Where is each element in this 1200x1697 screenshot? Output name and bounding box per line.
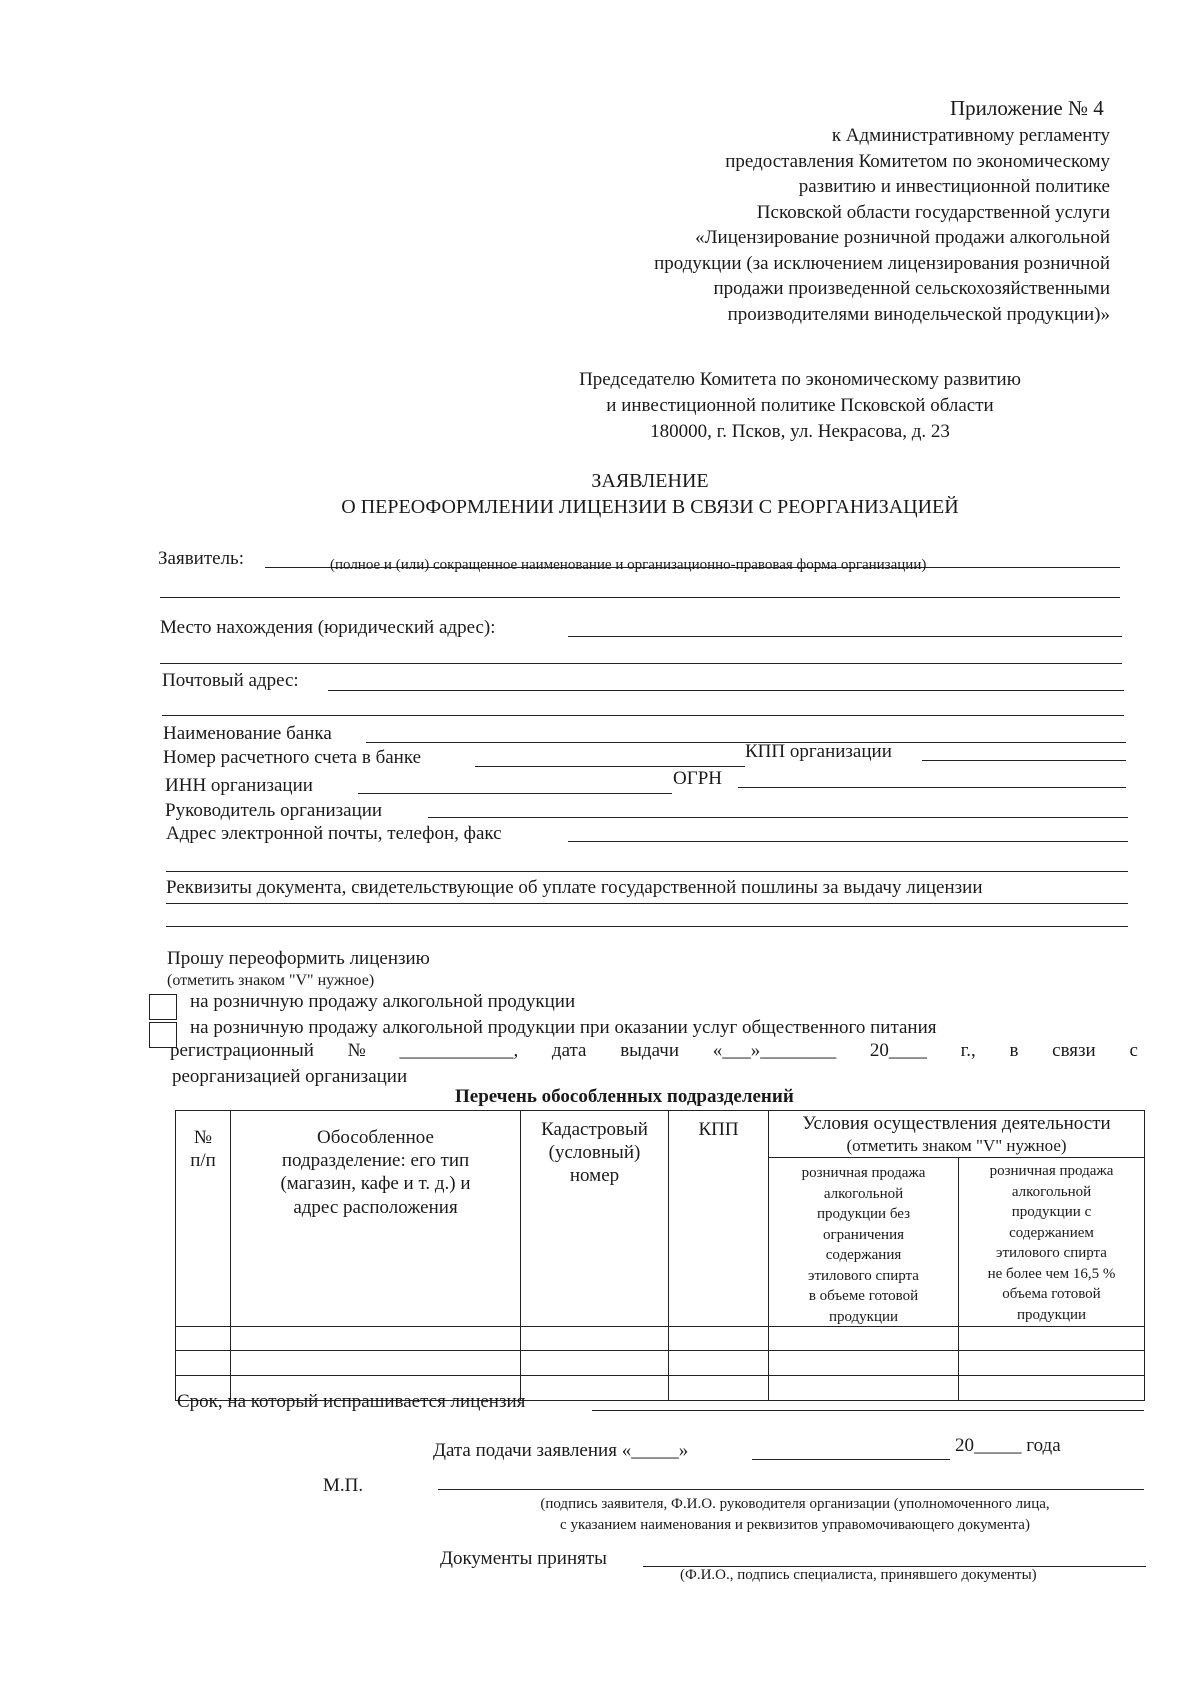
header-line: объема готовой	[1002, 1286, 1101, 1302]
header-line: алкогольной	[823, 1185, 904, 1202]
col-number-header	[176, 1126, 230, 1172]
col-conditions-hint: (отметить знаком "V" нужное)	[846, 1136, 1067, 1155]
header-line: содержанием	[1009, 1224, 1094, 1241]
kpp-input[interactable]	[922, 760, 1126, 761]
request-label: Прошу переоформить лицензию	[167, 948, 430, 969]
request-hint: (отметить знаком "V" нужное)	[167, 972, 375, 989]
addressee-line: 180000, г. Псков, ул. Некрасова, д. 23	[650, 421, 950, 442]
option-retail-label: на розничную продажу алкогольной продукции	[190, 991, 576, 1012]
header-line: (условный)	[548, 1142, 641, 1164]
contacts-input[interactable]	[568, 841, 1128, 842]
legal-address-label: Место нахождения (юридический адрес):	[160, 617, 496, 638]
regulation-line: развитию и инвестиционной политике	[798, 176, 1110, 197]
reg-date-input[interactable]: «___»________	[712, 1040, 837, 1061]
header-line: №	[193, 1127, 213, 1148]
header-line: номер	[569, 1165, 620, 1187]
header-line: розничная продажа	[989, 1163, 1114, 1179]
title-line: О ПЕРЕОФОРМЛЕНИИ ЛИЦЕНЗИИ В СВЯЗИ С РЕОРГАНИЗАЦИЕЙ	[341, 496, 959, 518]
regulation-line: к Административному регламенту	[831, 125, 1110, 146]
reg-year-input[interactable]: 20____	[869, 1040, 927, 1061]
postal-address-input-line2[interactable]	[162, 715, 1124, 716]
reg-word: дата	[551, 1040, 587, 1061]
header-line: продукции	[828, 1308, 899, 1325]
header-line: ограничения	[822, 1226, 905, 1243]
contacts-input-line2[interactable]	[166, 871, 1128, 872]
inn-label: ИНН организации	[165, 775, 313, 796]
table-caption: Перечень обособленных подразделений	[455, 1086, 794, 1107]
header-line: продукции с	[1011, 1204, 1092, 1220]
header-line: Кадастровый	[541, 1119, 648, 1140]
table-row[interactable]	[176, 1351, 1144, 1375]
header-line: п/п	[190, 1150, 216, 1172]
header-line: этилового спирта	[808, 1267, 919, 1284]
header-line: продукции	[1016, 1306, 1087, 1323]
postal-address-label: Почтовый адрес:	[162, 670, 299, 691]
regulation-line: производителями винодельческой продукции)»	[727, 303, 1110, 325]
header-line: содержания	[825, 1247, 902, 1263]
term-label: Срок, на который испрашивается лицензия	[177, 1391, 526, 1412]
reg-word: связи	[1052, 1040, 1096, 1061]
postal-address-input[interactable]	[328, 690, 1124, 691]
contacts-label: Адрес электронной почты, телефон, факс	[166, 823, 502, 844]
table-border	[768, 1157, 1145, 1158]
header-line: адрес расположения	[293, 1196, 458, 1218]
submission-date-label: Дата подачи заявления «_____»	[433, 1440, 689, 1461]
appendix-number: Приложение № 4	[950, 96, 1104, 120]
legal-address-input-line2[interactable]	[160, 663, 1122, 664]
reorganization-label: реорганизацией организации	[172, 1066, 408, 1087]
table-border	[1144, 1110, 1145, 1400]
applicant-label: Заявитель:	[158, 548, 244, 569]
title-line: ЗАЯВЛЕНИЕ	[591, 470, 709, 492]
reg-word: №	[347, 1040, 366, 1061]
fee-details-input[interactable]	[166, 903, 1128, 904]
option-retail-checkbox[interactable]	[149, 994, 177, 1020]
regulation-line: продажи произведенной сельскохозяйственными	[713, 278, 1110, 299]
header-line: этилового спирта	[996, 1245, 1107, 1261]
director-input[interactable]	[428, 817, 1128, 818]
registration-line	[170, 1040, 1138, 1062]
signature-hint-line: с указанием наименования и реквизитов управомочивающего документа)	[560, 1517, 1030, 1533]
signature-hint-line: (подпись заявителя, Ф.И.О. руководителя организации (уполномоченного лица,	[540, 1496, 1050, 1512]
applicant-input-line2[interactable]	[160, 597, 1120, 598]
header-line: розничная продажа	[801, 1165, 926, 1181]
reg-word: г.,	[960, 1040, 976, 1061]
fee-details-input-line2[interactable]	[166, 926, 1128, 927]
reg-word: выдачи	[620, 1040, 679, 1061]
header-line: (магазин, кафе и т. д.) и	[280, 1173, 471, 1195]
sub-unrestricted-header	[769, 1163, 958, 1327]
reg-word: регистрационный	[170, 1040, 314, 1061]
account-label: Номер расчетного счета в банке	[163, 747, 422, 768]
header-line: алкогольной	[1011, 1183, 1092, 1200]
option-catering-label: на розничную продажу алкогольной продукции при оказании услуг общественного питания	[190, 1017, 937, 1038]
regulation-line: продукции (за исключением лицензирования розничной	[654, 252, 1110, 274]
header-line: Обособленное	[317, 1127, 434, 1148]
regulation-reference	[550, 123, 1110, 327]
reg-number-input[interactable]: ____________,	[399, 1040, 519, 1061]
inn-input[interactable]	[358, 793, 672, 794]
director-label: Руководитель организации	[165, 800, 383, 821]
regulation-line: Псковской области государственной услуги	[756, 201, 1110, 223]
table-row[interactable]	[176, 1327, 1144, 1350]
reg-word: в	[1009, 1040, 1019, 1061]
ogrn-input[interactable]	[738, 787, 1126, 788]
signature-input[interactable]	[438, 1489, 1144, 1490]
term-input[interactable]	[592, 1410, 1144, 1411]
addressee-line: Председателю Комитета по экономическому развитию	[579, 369, 1021, 390]
submission-year-label: 20_____ года	[955, 1435, 1061, 1456]
col-conditions-header: Условия осуществления деятельности	[802, 1113, 1111, 1134]
submission-date-input[interactable]	[752, 1459, 950, 1460]
reg-word: с	[1129, 1040, 1138, 1061]
kpp-label: КПП организации	[745, 741, 892, 762]
table-border	[175, 1110, 1145, 1111]
ogrn-label: ОГРН	[673, 768, 722, 789]
docs-accepted-hint: (Ф.И.О., подпись специалиста, принявшего документы)	[680, 1567, 1037, 1583]
regulation-line: предоставления Комитетом по экономическому	[725, 150, 1110, 172]
sub-restricted-header	[959, 1161, 1144, 1325]
addressee-block	[530, 367, 1070, 445]
header-line: не более чем 16,5 %	[987, 1265, 1116, 1282]
account-input[interactable]	[475, 766, 745, 767]
seal-label: М.П.	[323, 1475, 364, 1496]
header-line: в объеме готовой	[808, 1288, 919, 1304]
header-line: продукции без	[816, 1206, 911, 1222]
signature-hint	[455, 1494, 1135, 1536]
legal-address-input[interactable]	[568, 636, 1122, 637]
col-subdivision-header	[231, 1126, 520, 1219]
header-line: подразделение: его тип	[281, 1150, 470, 1172]
document-title	[280, 468, 1020, 520]
addressee-line: и инвестиционной политике Псковской области	[606, 395, 994, 416]
fee-details-label: Реквизиты документа, свидетельствующие об уплате государственной пошлины за выдачу лицензии	[166, 877, 983, 898]
bank-name-label: Наименование банка	[163, 723, 332, 744]
docs-accepted-label: Документы приняты	[440, 1548, 607, 1569]
col-cadastral-header	[521, 1118, 668, 1188]
col-kpp-header: КПП	[698, 1119, 739, 1140]
applicant-hint: (полное и (или) сокращенное наименование и организационно-правовая форма организации)	[330, 557, 927, 573]
regulation-line: «Лицензирование розничной продажи алкогольной	[695, 227, 1110, 248]
